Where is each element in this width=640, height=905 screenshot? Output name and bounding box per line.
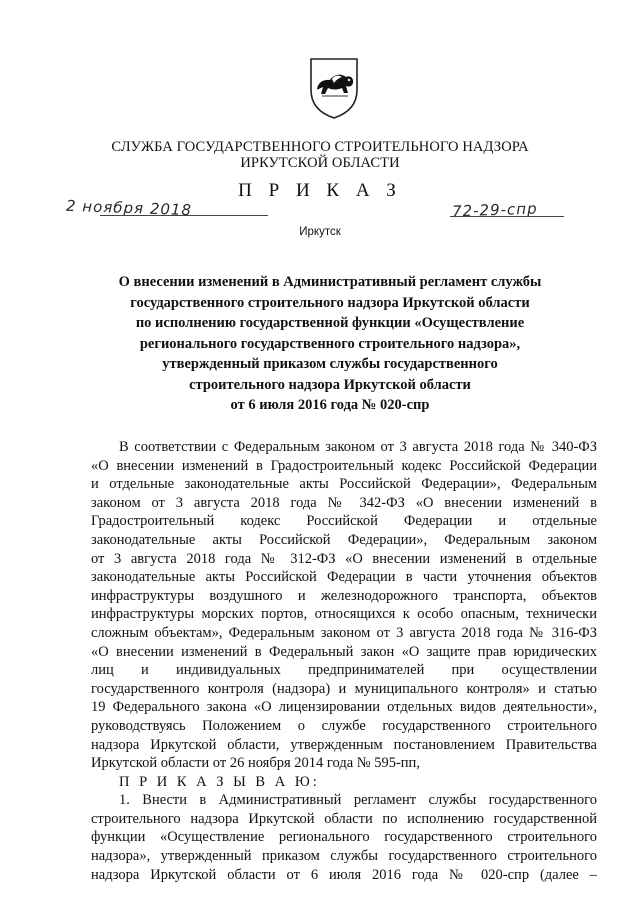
heading-line: утвержденный приказом службы государственного (162, 356, 498, 372)
heading-line: О внесении изменений в Административный регламент службы (118, 274, 542, 290)
city-label: Иркутск (299, 226, 341, 238)
handwritten-date: 2 ноября 2018 (65, 196, 193, 220)
order-word: П Р И К А З Ы В А Ю: (119, 773, 320, 790)
preamble-line: «О внесении изменений в Градостроительный кодекс Российской Федерации (91, 457, 597, 474)
order-body (91, 438, 597, 884)
date-underline (100, 215, 268, 216)
preamble-line: сложным объектам», Федеральным законом от 3 августа 2018 года № 316-ФЗ (91, 624, 597, 641)
agency-name-line-1: СЛУЖБА ГОСУДАРСТВЕННОГО СТРОИТЕЛЬНОГО НАДЗОРА (111, 139, 529, 155)
preamble-line: и отдельные законодательные акты Российской Федерации», Федеральным (91, 476, 597, 493)
preamble-line: лиц и индивидуальных предпринимателей при осуществлении (91, 662, 597, 679)
heading-line: по исполнению государственной функции «Осуществление (135, 315, 525, 331)
preamble-line: Иркутской области от 26 ноября 2014 года № 595-пп, (91, 755, 420, 772)
item-1-line: функции «Осуществление регионального государственного строительного (91, 829, 597, 846)
item-1-line: строительного надзора Иркутской области по исполнению государственной (91, 810, 597, 827)
preamble-line: «О внесении изменений в Федеральный закон «О защите прав юридических (91, 643, 597, 660)
preamble-line: инфраструктуры морских портов, относящихся к особо опасным, технически (91, 606, 597, 623)
preamble-line: 19 Федерального закона «О лицензировании отдельных видов деятельности», (91, 699, 597, 716)
handwritten-order-number: 72-29-спр (451, 199, 538, 221)
preamble-line: законом от 3 августа 2018 года № 342-ФЗ «О внесении изменений в (91, 494, 597, 511)
heading-line: регионального государственного строительного надзора», (139, 335, 521, 352)
item-1-line: надзора Иркутской области от 6 июля 2016 года № 020-спр (далее – (91, 866, 597, 883)
coat-of-arms-icon (308, 56, 360, 120)
preamble-line: Градостроительный кодекс Российской Федерации и отдельные (91, 513, 597, 530)
heading-line: от 6 июля 2016 года № 020-спр (230, 397, 430, 413)
preamble-line: от 3 августа 2018 года № 312-ФЗ «О внесении изменений в отдельные (91, 550, 597, 567)
preamble-line: инфраструктуры воздушного и железнодорожного транспорта, объектов (91, 587, 597, 604)
item-1-line: 1. Внести в Административный регламент службы государственного (119, 792, 597, 809)
heading-line: государственного строительного надзора Иркутской области (130, 294, 530, 311)
preamble-line: законодательные акты Российской Федерации в части уточнения объектов (91, 569, 597, 586)
preamble-line: руководствуясь Положением о службе государственного строительного (91, 717, 597, 734)
preamble-line: государственного контроля (надзора) и муниципального контроля» и статью (91, 680, 597, 697)
number-underline (450, 216, 564, 217)
preamble-line: законодательные акты Российской Федерации», Федеральным законом (91, 531, 597, 548)
heading-line: строительного надзора Иркутской области (189, 376, 471, 393)
agency-name-line-2: ИРКУТСКОЙ ОБЛАСТИ (240, 155, 400, 171)
preamble-line: В соответствии с Федеральным законом от 3 августа 2018 года № 340-ФЗ (119, 439, 597, 455)
document-type-title: П Р И К А З (238, 180, 402, 201)
item-1-line: надзора», утвержденный приказом службы государственного строительного (91, 848, 597, 865)
order-heading (60, 272, 600, 416)
preamble-line: надзора Иркутской области, утвержденным постановлением Правительства (91, 736, 597, 753)
